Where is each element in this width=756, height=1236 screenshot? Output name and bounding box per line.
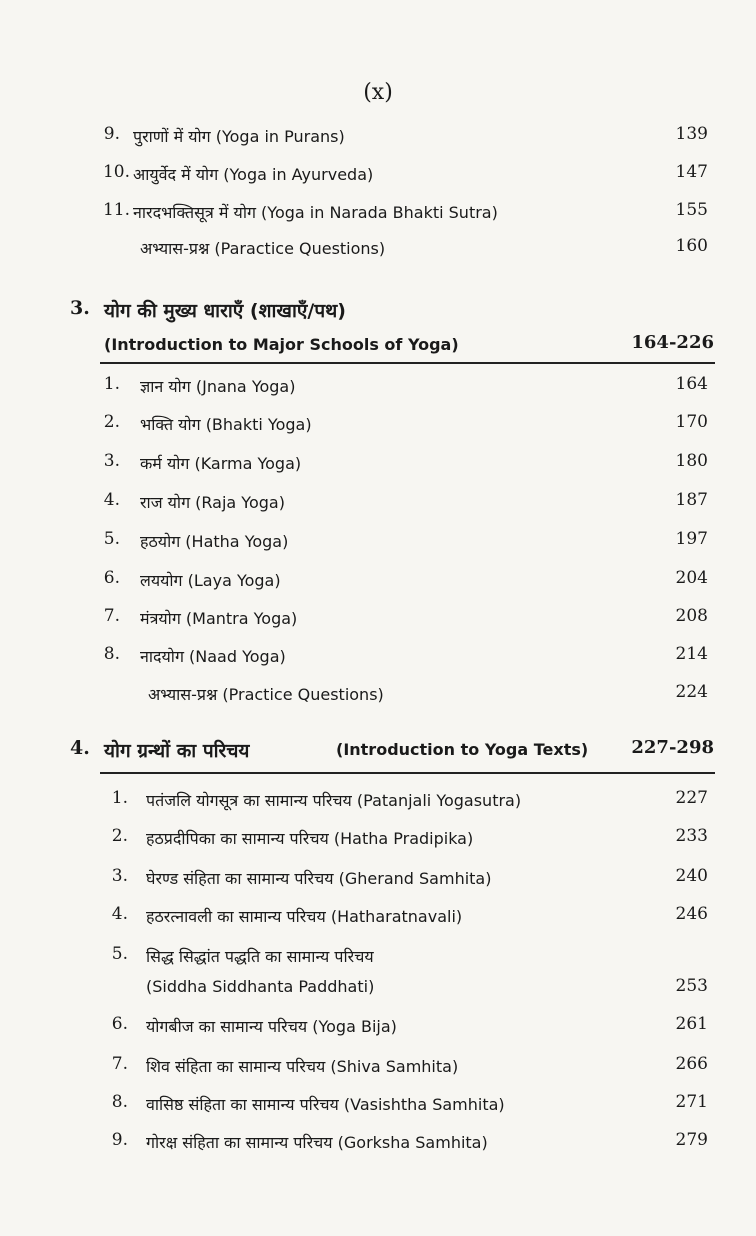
entry-page: 266 [675, 1054, 708, 1074]
section-title: योग की मुख्य धाराएँ (शाखाएँ/पथ) [104, 300, 346, 322]
entry-title: कर्म योग (Karma Yoga) [140, 454, 302, 473]
section-number: 3. [70, 297, 90, 319]
toc-entry [0, 1088, 756, 1122]
toc-entry [0, 900, 756, 934]
entry-page: 164 [675, 374, 708, 394]
entry-title: गोरक्ष संहिता का सामान्य परिचय (Gorksha Samhita) [146, 1133, 488, 1152]
entry-page: 139 [675, 124, 708, 144]
entry-number: 3. [111, 866, 128, 886]
toc-entry [0, 525, 756, 559]
section-heading [0, 294, 756, 328]
entry-title: हठरत्नावली का सामान्य परिचय (Hatharatnavali) [146, 907, 463, 926]
toc-entry [0, 1050, 756, 1084]
entry-page: 253 [675, 976, 708, 996]
entry-title: राज योग (Raja Yoga) [140, 493, 285, 512]
section-number: 4. [70, 737, 90, 759]
entry-page: 224 [675, 682, 708, 702]
section-title: योग ग्रन्थों का परिचय [104, 740, 250, 762]
toc-entry [0, 232, 756, 266]
entry-page: 204 [675, 568, 708, 588]
section-subtitle: (Introduction to Major Schools of Yoga) [104, 335, 459, 354]
entry-title: शिव संहिता का सामान्य परिचय (Shiva Samhita) [146, 1057, 459, 1076]
entry-number: 2. [111, 826, 128, 846]
entry-title: नारदभक्तिसूत्र में योग (Yoga in Narada Bhakti Sutra) [133, 203, 498, 222]
entry-number: 1. [103, 374, 120, 394]
entry-title: सिद्ध सिद्धांत पद्धति का सामान्य परिचय [146, 947, 374, 966]
entry-number: 8. [111, 1092, 128, 1112]
entry-title: नादयोग (Naad Yoga) [140, 647, 286, 666]
entry-title: मंत्रयोग (Mantra Yoga) [140, 609, 298, 628]
toc-entry [0, 822, 756, 856]
entry-title: आयुर्वेद में योग (Yoga in Ayurveda) [133, 165, 374, 184]
entry-number: 7. [111, 1054, 128, 1074]
toc-entry [0, 784, 756, 818]
entry-number: 2. [103, 412, 120, 432]
toc-entry [0, 196, 756, 230]
entry-title: पतंजलि योगसूत्र का सामान्य परिचय (Patanjali Yogasutra) [146, 791, 522, 810]
entry-title: भक्ति योग (Bhakti Yoga) [140, 415, 312, 434]
entry-number: 8. [103, 644, 120, 664]
entry-page: 155 [675, 200, 708, 220]
page-number: (x) [363, 80, 393, 105]
entry-page: 170 [675, 412, 708, 432]
entry-title: लययोग (Laya Yoga) [140, 571, 281, 590]
entry-page: 271 [675, 1092, 708, 1112]
entry-number: 3. [103, 451, 120, 471]
entry-page: 208 [675, 606, 708, 626]
entry-page: 240 [675, 866, 708, 886]
entry-number: 10. [102, 162, 130, 182]
entry-title: अभ्यास-प्रश्न (Practice Questions) [148, 685, 384, 704]
entry-title: हठप्रदीपिका का सामान्य परिचय (Hatha Pradipika) [146, 829, 474, 848]
toc-entry [0, 678, 756, 712]
toc-entry [0, 1010, 756, 1044]
section-heading [0, 734, 756, 768]
entry-number: 4. [103, 490, 120, 510]
toc-entry [0, 1126, 756, 1160]
toc-entry [0, 158, 756, 192]
entry-title: घेरण्ड संहिता का सामान्य परिचय (Gherand Samhita) [146, 869, 492, 888]
divider [100, 772, 715, 774]
entry-number: 9. [103, 124, 120, 144]
entry-title: योगबीज का सामान्य परिचय (Yoga Bija) [146, 1017, 397, 1036]
entry-page: 233 [675, 826, 708, 846]
toc-entry [0, 120, 756, 154]
entry-title: हठयोग (Hatha Yoga) [140, 532, 289, 551]
entry-title-line2: (Siddha Siddhanta Paddhati) [146, 977, 375, 996]
toc-entry [0, 940, 756, 974]
entry-page: 187 [675, 490, 708, 510]
section-pages: 227-298 [631, 737, 714, 758]
toc-entry [0, 447, 756, 481]
entry-number: 5. [111, 944, 128, 964]
toc-entry [0, 602, 756, 636]
entry-number: 5. [103, 529, 120, 549]
entry-title: पुराणों में योग (Yoga in Purans) [133, 127, 345, 146]
entry-number: 6. [111, 1014, 128, 1034]
entry-page: 160 [675, 236, 708, 256]
entry-title: वासिष्ठ संहिता का सामान्य परिचय (Vasishtha Samhita) [146, 1095, 505, 1114]
entry-page: 261 [675, 1014, 708, 1034]
entry-page: 214 [675, 644, 708, 664]
entry-number: 7. [103, 606, 120, 626]
entry-page: 227 [675, 788, 708, 808]
entry-number: 9. [111, 1130, 128, 1150]
toc-entry [0, 486, 756, 520]
entry-number: 6. [103, 568, 120, 588]
section-pages: 164-226 [631, 332, 714, 353]
toc-entry [0, 370, 756, 404]
toc-entry [0, 640, 756, 674]
divider [100, 362, 715, 364]
entry-page: 180 [675, 451, 708, 471]
entry-number: 11. [102, 200, 130, 220]
toc-entry [0, 862, 756, 896]
section-subtitle: (Introduction to Yoga Texts) [336, 740, 589, 759]
toc-entry [0, 564, 756, 598]
entry-page: 279 [675, 1130, 708, 1150]
entry-title: ज्ञान योग (Jnana Yoga) [140, 377, 296, 396]
toc-entry-continued [0, 972, 756, 1006]
entry-number: 4. [111, 904, 128, 924]
entry-title: अभ्यास-प्रश्न (Paractice Questions) [140, 239, 386, 258]
entry-page: 246 [675, 904, 708, 924]
entry-page: 147 [675, 162, 708, 182]
entry-page: 197 [675, 529, 708, 549]
section-subheading [0, 329, 756, 363]
entry-number: 1. [111, 788, 128, 808]
toc-entry [0, 408, 756, 442]
